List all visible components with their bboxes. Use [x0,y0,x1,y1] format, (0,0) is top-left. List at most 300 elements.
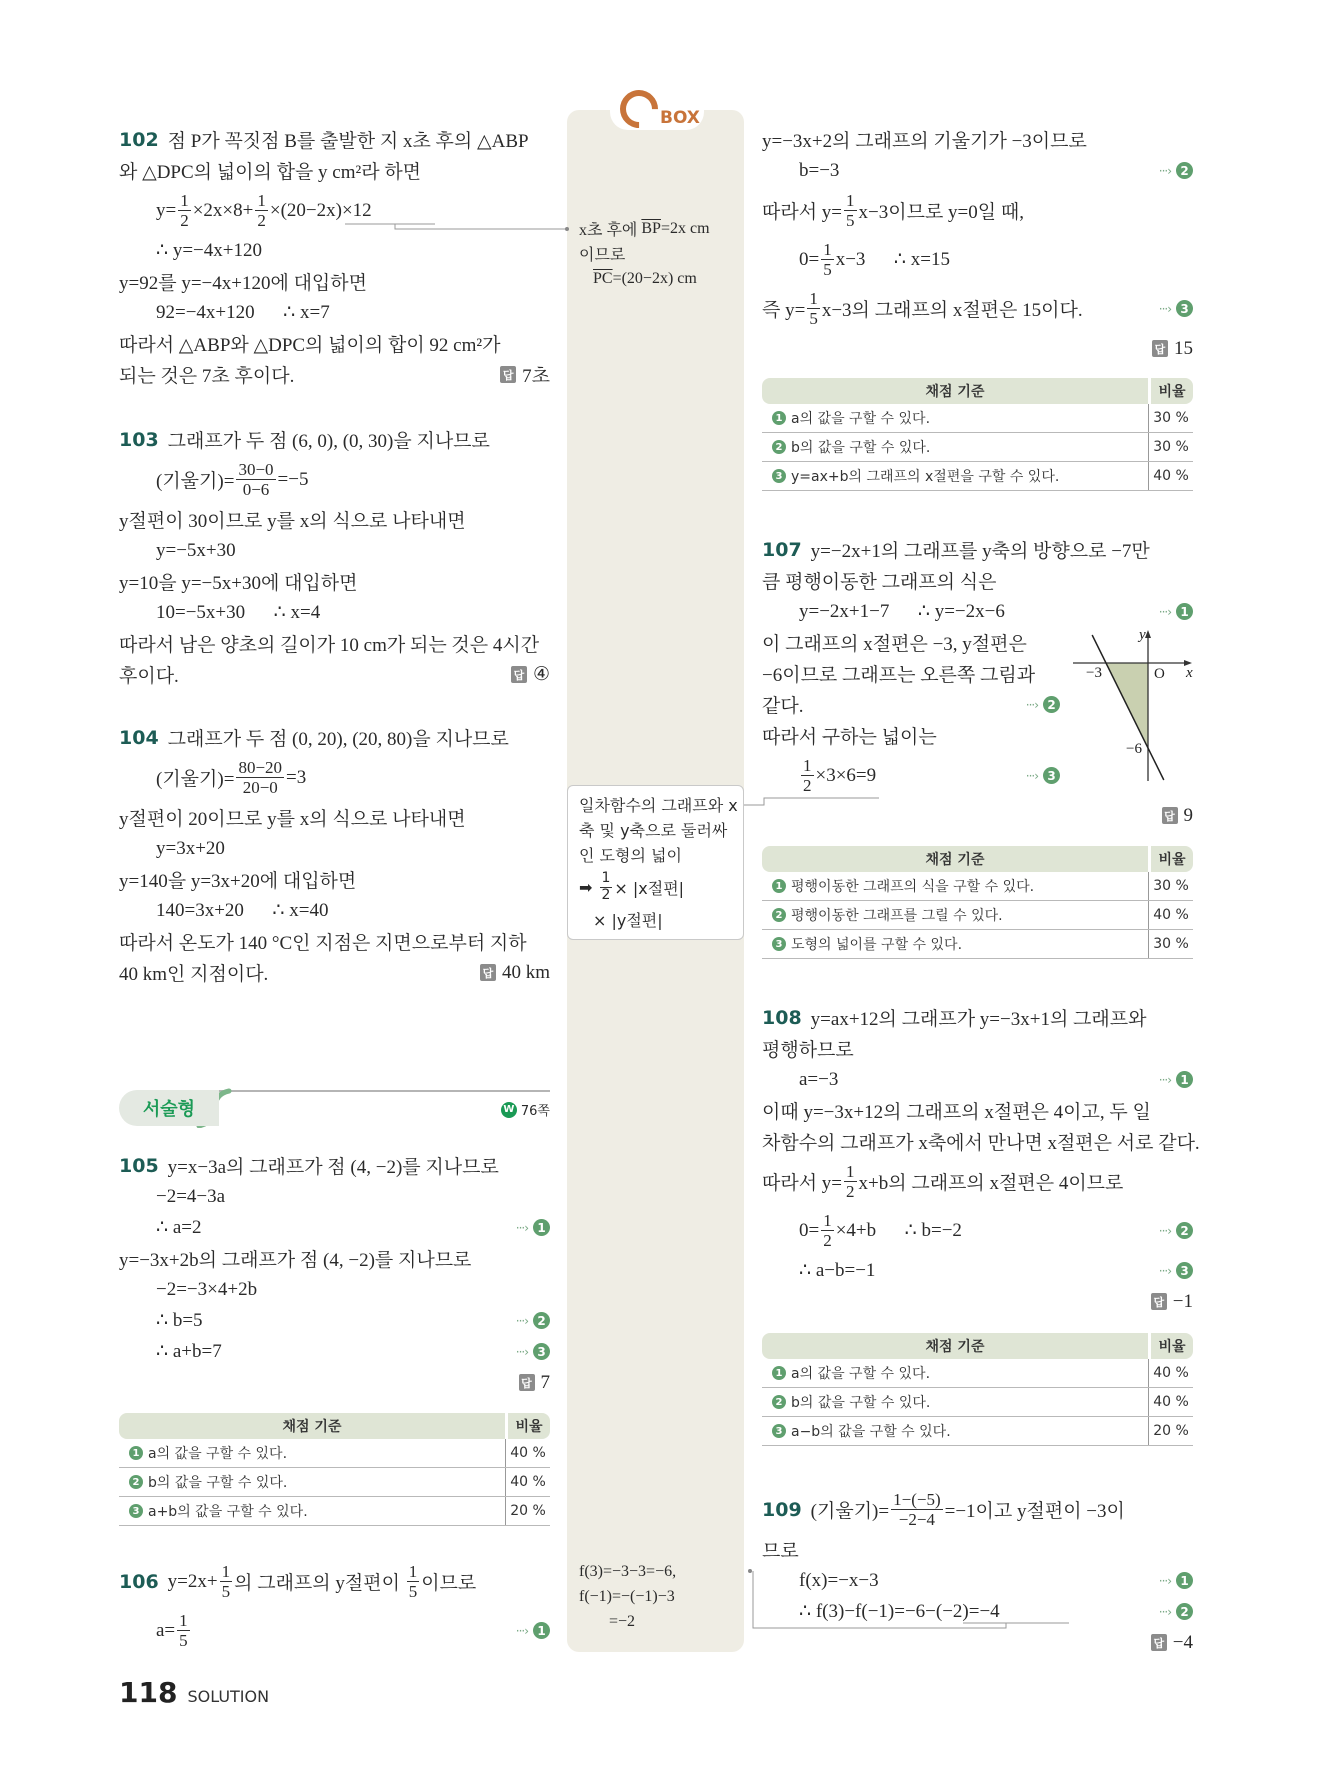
solution-line [762,1255,1193,1286]
line-text [119,1152,499,1179]
step-number-badge: 1 [533,1219,550,1236]
fraction [220,1562,233,1601]
line-text [579,793,738,816]
line-text [119,1279,257,1301]
table-row [762,462,1193,491]
step-number-badge: 2 [533,1312,550,1329]
criteria-text: b의 값을 구할 수 있다. [791,440,931,456]
header-criteria: 채점 기준 [762,378,1148,404]
line-text [762,1490,1125,1529]
solution-line [579,907,739,932]
fraction-denominator: 2 [601,886,611,903]
step-marker [1149,1262,1193,1279]
fraction [821,240,834,279]
line-text [119,724,509,751]
solution-line [762,186,1193,235]
text-segment: ∴ f(3)−f(−1)=−6−(−2)=−4 [799,1601,1000,1622]
header-ratio: 비율 [1151,846,1193,872]
text-segment: y=ax+12의 그래프가 y=−3x+1의 그래프와 [810,1009,1147,1030]
line-text [119,239,262,262]
line-text [762,1035,854,1062]
section-pill [119,1090,219,1126]
text-segment: y=3x+20 [156,837,225,859]
solution-line [762,658,1060,689]
criteria-cell [119,1472,505,1492]
step-marker [1016,696,1060,713]
fraction [407,1562,420,1601]
solution-line [579,1609,739,1634]
problem-number: 108 [762,1006,802,1029]
answer [1141,1632,1193,1654]
text-segment: x−3 ∴ x=15 [835,249,950,270]
fraction-numerator: 30−0 [238,459,274,479]
fraction [821,1211,834,1250]
criteria-text: y=ax+b의 그래프의 x절편을 구할 수 있다. [791,469,1060,485]
step-marker [506,1312,550,1329]
text-segment: 따라서 △ABP와 △DPC의 넓이의 합이 92 cm²가 [119,335,501,356]
fraction-denominator: 5 [408,1582,418,1601]
segment-overline: $\overline{PC}$ [593,269,613,287]
fraction-numerator: 1 [803,755,812,775]
text-segment: =(20−2x) cm [612,269,697,287]
text-segment: 평행하므로 [762,1040,854,1061]
answer-icon: 답 [500,366,516,383]
problem-106 [119,1557,550,1655]
ratio-cell: 20 % [1148,1417,1193,1445]
line-text [119,866,356,893]
line-text [762,1004,1146,1031]
solution-line [762,333,1193,364]
arrow-dots-icon: ···› [1158,604,1171,619]
answer-value: ④ [532,664,550,685]
solution-line [762,1095,1193,1126]
text-segment: y=x−3a의 그래프가 점 (4, −2)를 지나므로 [167,1157,499,1178]
qbox-logo-text: BOX [660,108,700,128]
solution-line [119,359,550,390]
fraction-numerator: 1 [180,190,189,210]
solution-line [762,751,1060,800]
line-text [119,1309,203,1332]
arrow-dots-icon: ···› [1025,697,1038,712]
table-row [119,1468,550,1497]
solution-line [119,597,550,628]
solution-line [119,926,550,957]
qbox-note [579,216,739,291]
criteria-cell [762,437,1148,457]
solution-line [119,1181,550,1212]
answer [501,663,550,686]
solution-line [119,802,550,833]
line-text [579,818,727,841]
text-segment: 후이다. [119,666,179,687]
text-segment: 그래프가 두 점 (0, 20), (20, 80)을 지나므로 [167,729,509,750]
fraction-numerator: 1 [257,190,266,210]
solution-line [762,235,1193,284]
text-segment: x초 후에 [579,222,642,239]
criteria-text: a의 값을 구할 수 있다. [148,1446,288,1462]
fraction-denominator: 5 [179,1631,188,1650]
step-number-badge: 1 [1176,1071,1193,1088]
line-text [119,959,268,986]
solution-line [762,720,1060,751]
line-text [579,242,625,265]
problem-continued [762,124,1193,364]
text-segment: 축 및 y축으로 둘러싸 [579,821,728,840]
text-segment: ➡ [579,877,598,897]
criteria-cell [119,1443,505,1463]
answer [470,962,550,984]
arrow-dots-icon: ···› [1158,1604,1171,1619]
fraction [891,1490,943,1529]
ratio-cell: 40 % [505,1468,550,1496]
text-segment: ×4+b ∴ b=−2 [835,1220,962,1241]
footer-label: SOLUTION [187,1687,270,1706]
answer-icon: 답 [1162,807,1178,824]
table-header [762,378,1193,404]
solution-line [119,722,550,753]
answer-icon: 답 [1152,340,1168,357]
line-text [762,191,1024,230]
text-segment: =3 [286,766,307,788]
text-segment: 따라서 온도가 140 °C인 지점은 지면으로부터 지하 [119,933,527,954]
solution-line [579,842,739,867]
ratio-cell: 40 % [505,1439,550,1467]
criteria-text: 평행이동한 그래프의 식을 구할 수 있다. [791,879,1035,895]
ratio-cell: 30 % [1148,930,1193,958]
solution-line [119,297,550,328]
ratio-cell: 40 % [1148,1359,1193,1387]
arrow-dots-icon: ···› [1158,1223,1171,1238]
fraction-numerator: 1 [408,1561,418,1581]
answer [509,1372,551,1394]
criteria-text: a의 값을 구할 수 있다. [791,411,931,427]
table-row [119,1439,550,1468]
line-text [119,506,466,533]
line-text [762,1600,1000,1623]
ratio-cell: 30 % [1148,872,1193,900]
criteria-text: b의 값을 구할 수 있다. [791,1395,931,1411]
line-text [119,1562,476,1601]
header-ratio: 비율 [508,1413,550,1439]
criteria-cell [762,905,1148,925]
y-axis-label: y [1139,627,1146,643]
line-text [119,601,320,624]
fraction-denominator: 2 [257,211,266,230]
solution-line [119,833,550,864]
step-number-badge: 3 [1176,300,1193,317]
table-row [762,901,1193,930]
line-text [119,460,308,499]
text-segment: y절편이 20이므로 y를 x의 식으로 나타내면 [119,809,466,830]
qbox-note [579,1559,739,1634]
step-number-badge: 2 [772,908,786,922]
text-segment: x−3의 그래프의 x절편은 15이다. [821,300,1083,321]
text-segment: ∴ y=−4x+120 [156,240,262,261]
text-segment: 의 그래프의 y절편이 [234,1573,405,1594]
answer [1152,805,1194,827]
text-segment: =−5 [277,468,309,490]
ratio-cell: 40 % [1148,462,1193,490]
fraction-denominator: 5 [823,260,832,279]
problem-number: 105 [119,1154,159,1177]
fraction [801,756,814,795]
problem-102 [119,124,550,390]
text-segment: ∴ a−b=−1 [799,1260,876,1281]
answer [1142,338,1193,360]
fraction-numerator: 1 [823,1210,832,1230]
text-segment: b=−3 [799,159,840,181]
text-segment: 인 도형의 넓이 [579,846,682,865]
answer-value: 15 [1174,337,1193,359]
criteria-text: a+b의 값을 구할 수 있다. [148,1504,308,1520]
solution-line [762,1565,1193,1596]
fraction-numerator: 1 [809,288,818,308]
text-segment: x−3이므로 y=0일 때, [858,202,1024,223]
line-text [119,568,358,595]
text-segment: y=−2x+1−7 ∴ y=−2x−6 [799,601,1005,622]
solution-line [119,124,550,155]
line-text [579,1588,675,1606]
fraction [255,191,268,230]
line-text [579,908,663,931]
answer-icon: 답 [519,1374,535,1391]
solution-line [579,867,739,907]
step-marker [506,1219,550,1236]
step-number-badge: 2 [772,440,786,454]
line-text [762,756,876,795]
problem-number: 103 [119,428,159,451]
text-segment: ∴ a+b=7 [156,1341,222,1362]
criteria-cell [762,1392,1148,1412]
arrow-dots-icon: ···› [1158,163,1171,178]
problem-107 [762,534,1193,831]
step-marker [1149,1071,1193,1088]
solution-line [119,424,550,455]
grading-table [119,1413,550,1526]
solution-line [762,1206,1193,1255]
line-text [119,126,529,153]
ratio-cell: 30 % [1148,433,1193,461]
line-text [579,1613,635,1631]
line-text [762,126,1087,153]
solution-line [119,1305,550,1336]
solution-line [119,659,550,690]
table-row [762,872,1193,901]
fraction-denominator: 5 [846,211,855,230]
table-row [762,404,1193,433]
text-segment: × |x절편| [614,878,685,898]
text-segment: 점 P가 꼭짓점 B를 출발한 지 x초 후의 △ABP [167,131,529,152]
text-segment: f(x)=−x−3 [799,1569,879,1591]
step-marker [1149,1572,1193,1589]
problem-103 [119,424,550,690]
x-intercept-label: −3 [1086,665,1102,681]
solution-line [762,155,1193,186]
fraction-denominator: −2−4 [898,1510,935,1529]
fraction-numerator: 1 [846,190,855,210]
solution-line [119,864,550,895]
solution-line [762,1064,1193,1095]
text-segment: 140=3x+20 ∴ x=40 [156,900,329,921]
problem-108 [762,1002,1200,1317]
solution-line [119,155,550,186]
text-segment: y=10을 y=−5x+30에 대입하면 [119,573,358,594]
header-criteria: 채점 기준 [762,846,1148,872]
line-text [762,1128,1200,1155]
table-row [762,930,1193,959]
solution-line [762,1596,1193,1627]
line-text [762,722,937,749]
criteria-text: b의 값을 구할 수 있다. [148,1475,288,1491]
fraction [178,191,191,230]
arrow-dots-icon: ···› [515,1313,528,1328]
criteria-cell [762,1421,1148,1441]
solution-line [762,689,1060,720]
header-criteria: 채점 기준 [762,1333,1148,1359]
arrow-dots-icon: ···› [515,1623,528,1638]
line-text [762,1097,1151,1124]
line-text [119,426,490,453]
line-text [119,1245,471,1272]
solution-line [119,566,550,597]
ratio-cell: 30 % [1148,404,1193,432]
page-number: 118 [119,1676,178,1709]
text-segment: 따라서 남은 양초의 길이가 10 cm가 되는 것은 4시간 [119,635,540,656]
text-segment: a= [156,1619,176,1641]
criteria-cell [762,1363,1148,1383]
fraction-numerator: 1−(−5) [893,1489,941,1509]
solution-line [119,1274,550,1305]
criteria-text: 도형의 넓이를 구할 수 있다. [791,937,963,953]
line-text [119,838,225,860]
fraction-numerator: 80−20 [238,757,283,777]
text-segment: y=−3x+2b의 그래프가 점 (4, −2)를 지나므로 [119,1250,472,1271]
fraction-denominator: 5 [809,309,818,328]
step-number-badge: 3 [772,1424,786,1438]
line-text [762,1259,875,1282]
line-text [762,1162,1123,1201]
step-marker [1149,603,1193,620]
fraction [236,758,284,797]
text-segment: =−2 [593,1612,636,1630]
text-segment: 큼 평행이동한 그래프의 식은 [762,572,997,593]
solution-line [119,753,550,802]
criteria-cell [119,1501,505,1521]
line-text [119,301,330,324]
q-logo-icon [612,82,666,136]
fraction [844,191,857,230]
workbook-icon: W [501,1102,517,1118]
text-segment: ×3×6=9 [815,764,877,786]
text-segment: y=2x+ [167,1570,218,1592]
step-marker [1149,1603,1193,1620]
problem-number: 102 [119,128,159,151]
solution-line [119,1243,550,1274]
solution-line [579,792,739,817]
line-text [762,240,950,279]
qbox-note [579,792,739,932]
step-marker [1149,300,1193,317]
step-number-badge: 1 [1176,1572,1193,1589]
solution-line [119,1557,550,1606]
step-number-badge: 2 [129,1475,143,1489]
page-footer [119,1676,269,1709]
fraction-denominator: 5 [221,1582,231,1601]
step-number-badge: 3 [772,937,786,951]
text-segment: ∴ a=2 [156,1217,202,1238]
solution-line [119,628,550,659]
fraction-denominator: 2 [180,211,189,230]
text-segment: 같다. [762,696,804,717]
criteria-text: a의 값을 구할 수 있다. [791,1366,931,1382]
line-text [119,661,179,688]
solution-line [762,284,1193,333]
line-text [762,567,997,594]
solution-line [762,534,1193,565]
table-row [119,1497,550,1526]
fraction [177,1611,190,1650]
text-segment: f(3)=−3−3=−6, [579,1562,677,1580]
text-segment: −6이므로 그래프는 오른쪽 그림과 [762,665,1036,686]
fraction-denominator: 2 [803,776,812,795]
text-segment: 이때 y=−3x+12의 그래프의 x절편은 4이고, 두 일 [762,1102,1151,1123]
text-segment: =−1이고 y절편이 −3이 [944,1501,1125,1522]
line-text [119,804,466,831]
line-text [762,1069,838,1091]
text-segment: −2=−3×4+2b [156,1278,258,1300]
text-segment: y=−5x+30 [156,539,236,561]
text-segment: 0= [799,1219,820,1241]
problem-105 [119,1150,550,1398]
fraction [844,1162,857,1201]
line-text [119,1216,202,1239]
workbook-page: 76쪽 [520,1104,550,1119]
line-text [762,691,803,718]
arrow-dots-icon: ···› [515,1344,528,1359]
fraction-numerator: 1 [179,1610,188,1630]
solution-line [762,596,1193,627]
table-row [762,1417,1193,1446]
text-segment: y=92를 y=−4x+120에 대입하면 [119,273,367,294]
step-marker [1149,162,1193,179]
solution-line [762,1002,1193,1033]
header-criteria: 채점 기준 [119,1413,505,1439]
step-number-badge: 2 [772,1395,786,1409]
text-segment: 차함수의 그래프가 x축에서 만나면 x절편은 서로 같다. [762,1133,1200,1154]
text-segment: (기울기)= [156,471,235,492]
arrow-dots-icon: ···› [1158,1072,1171,1087]
answer-value: 9 [1183,804,1193,826]
text-segment: 이므로 [579,247,626,264]
solution-line [762,1627,1193,1658]
graph-line [1092,635,1164,780]
text-segment: 40 km인 지점이다. [119,964,269,985]
line-text [119,157,421,184]
solution-line [762,1485,1193,1534]
ratio-cell: 40 % [1148,901,1193,929]
fraction [236,460,275,499]
text-segment: y=−3x+2의 그래프의 기울기가 −3이므로 [762,131,1087,152]
step-number-badge: 1 [772,879,786,893]
text-segment: (기울기)= [810,1501,890,1522]
line-text [762,660,1035,687]
solution-line [119,1150,550,1181]
solution-line [762,1286,1193,1317]
text-segment: =2x cm [660,219,710,237]
graph-figure [1068,627,1193,783]
line-text [579,270,697,288]
answer-value: −4 [1172,1631,1193,1653]
